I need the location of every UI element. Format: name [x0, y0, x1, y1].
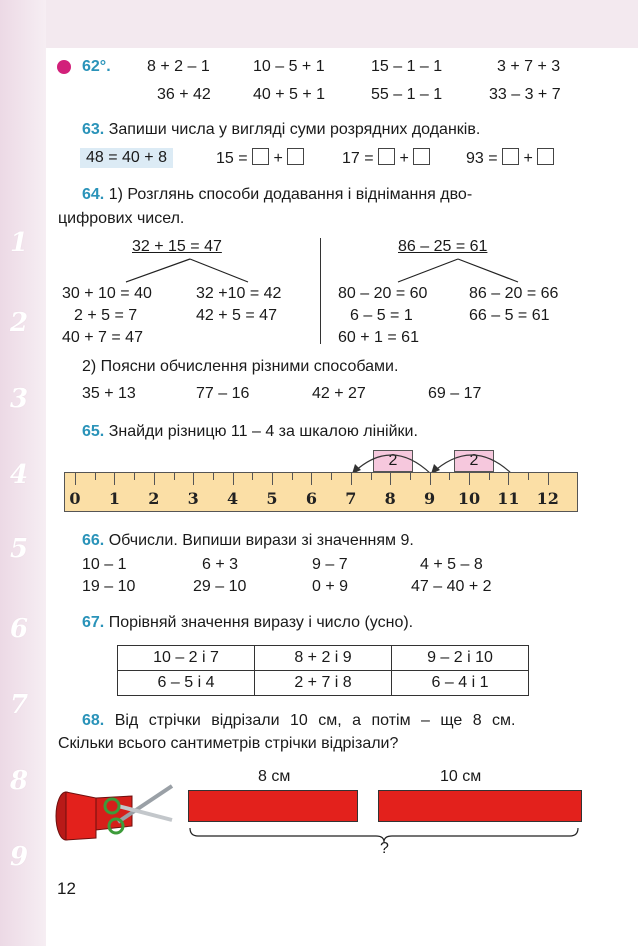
jump-label-box: 2 — [373, 450, 413, 472]
ruler-label: 1 — [108, 489, 120, 508]
ex62-expr: 40 + 5 + 1 — [253, 86, 326, 103]
ruler-label: 4 — [227, 489, 239, 508]
ex64-expr: 42 + 27 — [312, 385, 366, 402]
ruler-label: 0 — [69, 489, 81, 508]
side-number: 7 — [10, 690, 29, 720]
exercise-62-number: 62°. — [82, 58, 111, 75]
side-number: 1 — [10, 228, 29, 258]
plus-sign: + — [273, 150, 283, 167]
ex62-expr: 55 – 1 – 1 — [371, 86, 443, 103]
exercise-66-number: 66. — [82, 532, 105, 549]
side-number: 6 — [10, 614, 29, 644]
exercise-63-text: Запиши числа у вигляді суми розрядних доданків. — [108, 121, 481, 138]
ex66-expr: 29 – 10 — [193, 578, 247, 595]
ex64-step: 42 + 5 = 47 — [196, 307, 277, 324]
exercise-63-number: 63. — [82, 121, 105, 138]
ex62-expr: 8 + 2 – 1 — [147, 58, 210, 75]
ex64-step: 32 +10 = 42 — [196, 285, 282, 302]
ex66-expr: 19 – 10 — [82, 578, 136, 595]
ex64-left-head: 32 + 15 = 47 — [132, 238, 222, 255]
ex63-task-label: 15 = — [216, 150, 248, 167]
ex63-task-label: 17 = — [342, 150, 374, 167]
ruler-label: 7 — [345, 489, 357, 508]
exercise-64-text-cont: цифрових чисел. — [58, 210, 185, 227]
ex66-expr: 9 – 7 — [312, 556, 348, 573]
page-number: 12 — [57, 879, 76, 898]
exercise-64-text: 1) Розглянь способи додавання і віднімання дво- — [108, 186, 473, 203]
ex62-expr: 3 + 7 + 3 — [497, 58, 561, 75]
ruler-label: 9 — [424, 489, 436, 508]
ex66-expr: 6 + 3 — [202, 556, 239, 573]
ruler-label: 8 — [384, 489, 396, 508]
table-cell: 9 – 2 і 10 — [392, 646, 529, 671]
question-mark: ? — [380, 840, 389, 857]
table-cell: 2 + 7 і 8 — [255, 671, 392, 696]
jump-label-box: 2 — [454, 450, 494, 472]
ex64-step: 2 + 5 = 7 — [74, 307, 138, 324]
ex66-expr: 10 – 1 — [82, 556, 127, 573]
ex64-step: 30 + 10 = 40 — [62, 285, 152, 302]
exercise-65-number: 65. — [82, 423, 105, 440]
side-number: 2 — [10, 308, 29, 338]
table-cell: 8 + 2 і 9 — [255, 646, 392, 671]
ruler-label: 10 — [457, 489, 481, 508]
side-number: 3 — [10, 384, 29, 414]
table-cell: 6 – 5 і 4 — [118, 671, 255, 696]
ex62-expr: 36 + 42 — [157, 86, 211, 103]
ruler-label: 3 — [187, 489, 199, 508]
ex64-step: 6 – 5 = 1 — [350, 307, 413, 324]
ex63-task-label: 93 = — [466, 150, 498, 167]
ex64-right-head: 86 – 25 = 61 — [398, 238, 488, 255]
ex64-part2: 2) Поясни обчислення різними способами. — [82, 358, 399, 375]
table-cell: 10 – 2 і 7 — [118, 646, 255, 671]
exercise-67-text: Порівняй значення виразу і число (усно). — [108, 614, 414, 631]
ruler-label: 6 — [305, 489, 317, 508]
ruler-label: 5 — [266, 489, 278, 508]
exercise-68-number: 68. — [82, 712, 105, 729]
ex64-expr: 77 – 16 — [196, 385, 250, 402]
side-number: 8 — [10, 766, 29, 796]
exercise-68-text: Від стрічки відрізали 10 см, а потім – ще 8 см. — [114, 712, 516, 729]
ribbon-label: 8 см — [258, 768, 291, 785]
side-number: 9 — [10, 842, 29, 872]
ex62-expr: 15 – 1 – 1 — [371, 58, 443, 75]
ex64-expr: 35 + 13 — [82, 385, 136, 402]
exercise-65-text: Знайди різницю 11 – 4 за шкалою лінійки. — [108, 423, 418, 440]
ex64-step: 80 – 20 = 60 — [338, 285, 428, 302]
ruler-label: 12 — [536, 489, 559, 508]
exercise-64-number: 64. — [82, 186, 105, 203]
ruler-label: 2 — [148, 489, 160, 508]
ex64-step: 40 + 7 = 47 — [62, 329, 143, 346]
ex64-step: 66 – 5 = 61 — [469, 307, 550, 324]
ex64-step: 86 – 20 = 66 — [469, 285, 559, 302]
ex66-expr: 0 + 9 — [312, 578, 349, 595]
side-number: 4 — [10, 460, 29, 490]
ex64-step: 60 + 1 = 61 — [338, 329, 419, 346]
ex63-example: 48 = 40 + 8 — [80, 148, 173, 168]
side-number: 5 — [10, 534, 29, 564]
exercise-67-number: 67. — [82, 614, 105, 631]
ex64-expr: 69 – 17 — [428, 385, 482, 402]
ex66-expr: 4 + 5 – 8 — [420, 556, 483, 573]
ruler-label: 11 — [497, 489, 520, 508]
plus-sign: + — [523, 150, 533, 167]
exercise-66-text: Обчисли. Випиши вирази зі значенням 9. — [108, 532, 414, 549]
plus-sign: + — [399, 150, 409, 167]
ex62-expr: 33 – 3 + 7 — [489, 86, 561, 103]
ex62-expr: 10 – 5 + 1 — [253, 58, 325, 75]
exercise-68-text-cont: Скільки всього сантиметрів стрічки відрізали? — [58, 735, 399, 752]
table-cell: 6 – 4 і 1 — [392, 671, 529, 696]
ex66-expr: 47 – 40 + 2 — [411, 578, 492, 595]
ribbon-label: 10 см — [440, 768, 482, 785]
